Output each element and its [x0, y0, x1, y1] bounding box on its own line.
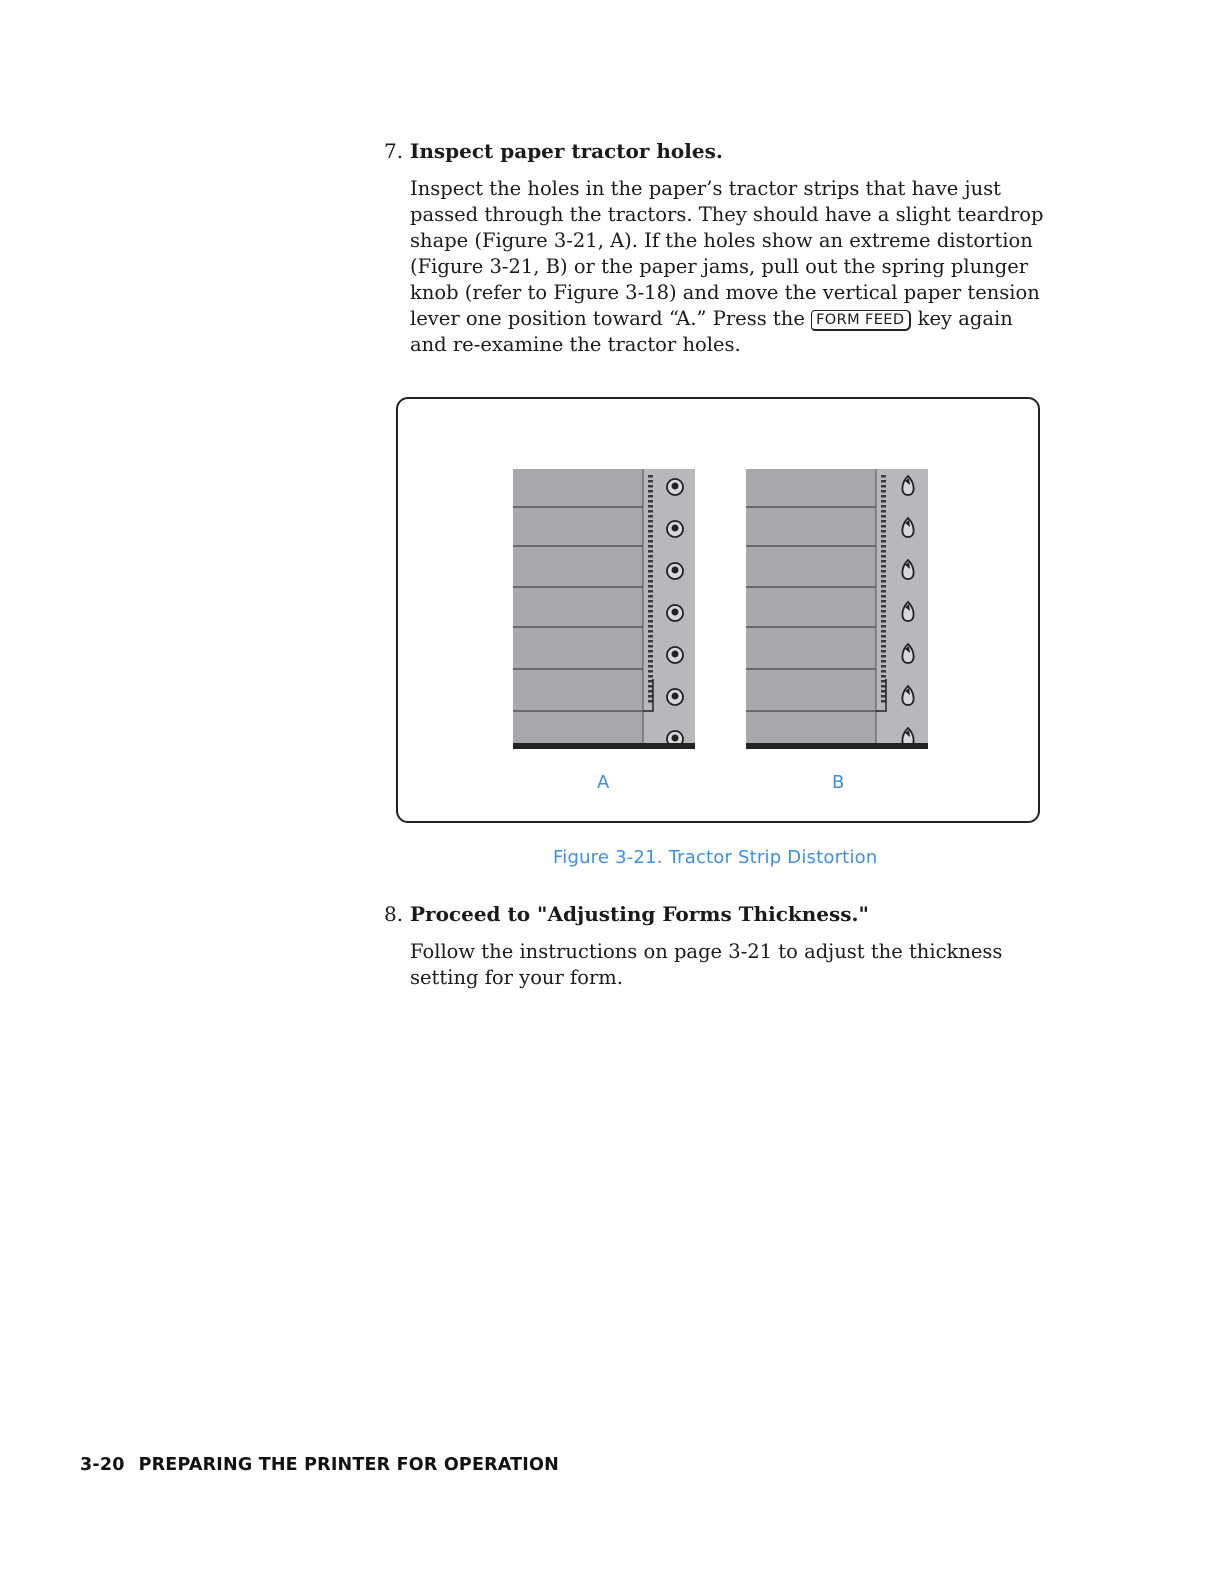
perforation-mark-a [648, 555, 653, 558]
figure-3-21-frame [396, 397, 1040, 823]
panel-b-label: B [832, 772, 845, 793]
perforation-mark-b [881, 575, 886, 578]
step-7-body [410, 176, 1044, 358]
perforation-mark-b [881, 505, 886, 508]
perforation-mark-b [881, 585, 886, 588]
perforation-mark-b [881, 480, 886, 483]
perforation-mark-a [648, 570, 653, 573]
panel-a-label: A [597, 772, 610, 793]
perforation-mark-b [881, 540, 886, 543]
form-feed-key: FORM FEED [811, 310, 911, 331]
perforation-mark-a [648, 660, 653, 663]
tractor-hole-center-a [672, 483, 679, 490]
perforation-mark-b [881, 655, 886, 658]
page-footer [80, 1455, 559, 1475]
perforation-mark-b [881, 530, 886, 533]
perforation-mark-b [881, 610, 886, 613]
step-7 [384, 138, 1044, 358]
step-8-title: Proceed to "Adjusting Forms Thickness." [410, 902, 869, 926]
tractor-strip-illustration [398, 399, 1042, 825]
perforation-mark-b [881, 490, 886, 493]
panel-bottom-bar-a [513, 743, 695, 749]
perforation-mark-a [648, 665, 653, 668]
perforation-mark-b [881, 615, 886, 618]
perforation-mark-a [648, 650, 653, 653]
perforation-mark-a [648, 545, 653, 548]
perforation-mark-a [648, 540, 653, 543]
perforation-mark-b [881, 515, 886, 518]
perforation-mark-a [648, 480, 653, 483]
perforation-mark-a [648, 615, 653, 618]
perforation-mark-b [881, 495, 886, 498]
perforation-mark-a [648, 505, 653, 508]
perforation-mark-a [648, 585, 653, 588]
perforation-mark-b [881, 670, 886, 673]
perforation-mark-b [881, 475, 886, 478]
perforation-mark-a [648, 655, 653, 658]
figure-caption: Figure 3-21. Tractor Strip Distortion [553, 847, 878, 868]
panel-bottom-bar-b [746, 743, 928, 749]
page-number: 3-20 [80, 1455, 125, 1475]
step-7-heading [384, 138, 1044, 164]
perforation-mark-b [881, 635, 886, 638]
perforation-mark-a [648, 600, 653, 603]
perforation-mark-b [881, 485, 886, 488]
perforation-mark-b [881, 630, 886, 633]
perforation-mark-a [648, 500, 653, 503]
perforation-mark-b [881, 545, 886, 548]
step-8 [384, 901, 1044, 991]
perforation-mark-a [648, 610, 653, 613]
step-8-number: 8. [384, 902, 404, 926]
perforation-mark-a [648, 580, 653, 583]
perforation-mark-a [648, 625, 653, 628]
perforation-mark-b [881, 565, 886, 568]
perforation-mark-a [648, 675, 653, 678]
perforation-mark-b [881, 650, 886, 653]
perforation-mark-a [648, 640, 653, 643]
perforation-mark-b [881, 590, 886, 593]
tractor-hole-center-a [672, 693, 679, 700]
perforation-mark-a [648, 550, 653, 553]
perforation-mark-a [648, 620, 653, 623]
perforation-mark-a [648, 490, 653, 493]
perforation-mark-a [648, 495, 653, 498]
perforation-mark-a [648, 530, 653, 533]
perforation-mark-b [881, 510, 886, 513]
perforation-mark-b [881, 555, 886, 558]
perforation-mark-a [648, 635, 653, 638]
perforation-mark-b [881, 500, 886, 503]
panel-a [513, 469, 695, 749]
step-7-text-before-key: Inspect the holes in the paper’s tractor strips that have just passed through the tractors. They should have a slight teardrop shape (Figure 3-21, A). If the holes show an extreme distortion (Figure 3-21, B) or the paper jams, pull out the spring plunger knob (refer to Figure 3-18) and move the vertical paper tension lever one position toward “A.” Press the [410, 177, 1044, 330]
tractor-hole-center-a [672, 525, 679, 532]
perforation-mark-a [648, 515, 653, 518]
perforation-mark-b [881, 560, 886, 563]
panel-b [746, 469, 928, 749]
perforation-mark-b [881, 550, 886, 553]
tractor-hole-center-a [672, 651, 679, 658]
step-7-text-after-key: key again and re-examine the tractor holes. [410, 307, 1013, 356]
perforation-mark-a [648, 590, 653, 593]
perforation-mark-a [648, 510, 653, 513]
perforation-mark-b [881, 620, 886, 623]
perforation-mark-b [881, 645, 886, 648]
perforation-mark-b [881, 580, 886, 583]
perforation-mark-b [881, 520, 886, 523]
tractor-hole-center-a [672, 609, 679, 616]
perforation-mark-a [648, 485, 653, 488]
perforation-mark-b [881, 570, 886, 573]
perforation-mark-b [881, 665, 886, 668]
perforation-mark-a [648, 525, 653, 528]
step-8-heading [384, 901, 1044, 927]
perforation-mark-b [881, 640, 886, 643]
perforation-mark-a [648, 560, 653, 563]
tractor-hole-center-a [672, 567, 679, 574]
perforation-mark-a [648, 520, 653, 523]
perforation-mark-b [881, 625, 886, 628]
perforation-mark-b [881, 605, 886, 608]
section-title: PREPARING THE PRINTER FOR OPERATION [138, 1455, 559, 1475]
perforation-mark-b [881, 595, 886, 598]
step-7-number: 7. [384, 139, 404, 163]
perforation-mark-b [881, 525, 886, 528]
perforation-mark-a [648, 605, 653, 608]
step-7-title: Inspect paper tractor holes. [410, 139, 723, 163]
perforation-mark-a [648, 475, 653, 478]
perforation-mark-b [881, 535, 886, 538]
perforation-mark-a [648, 535, 653, 538]
perforation-mark-a [648, 575, 653, 578]
perforation-mark-b [881, 660, 886, 663]
perforation-mark-a [648, 565, 653, 568]
perforation-mark-a [648, 595, 653, 598]
step-8-body: Follow the instructions on page 3-21 to adjust the thickness setting for your form. [410, 940, 1003, 989]
perforation-mark-b [881, 600, 886, 603]
perforation-mark-b [881, 675, 886, 678]
tractor-hole-center-a [672, 735, 679, 742]
perforation-mark-a [648, 645, 653, 648]
perforation-mark-a [648, 630, 653, 633]
perforation-mark-a [648, 670, 653, 673]
